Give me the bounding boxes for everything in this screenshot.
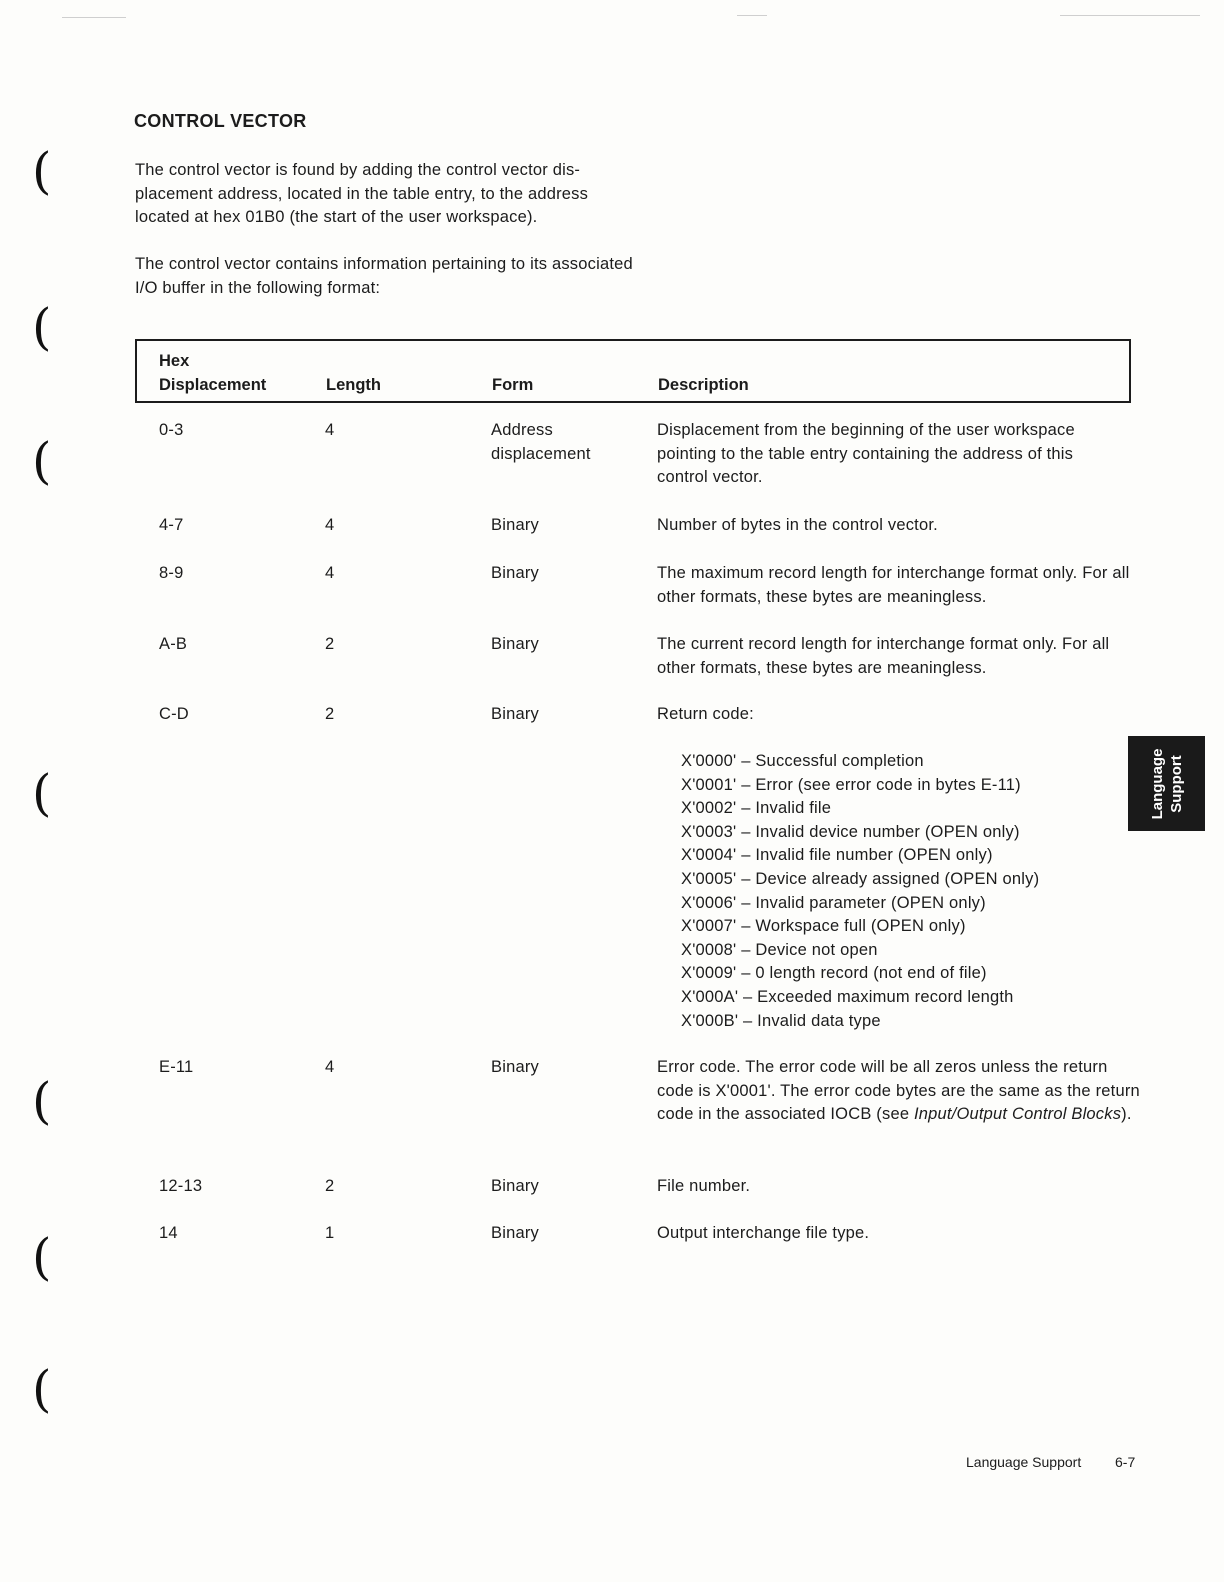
desc-text: Error code. The error code will be all zeros unless the return code is X'0001'. The error code bytes are the same as the return code in the associated IOCB (see <box>657 1058 1140 1124</box>
cell-form: Binary <box>491 1177 539 1195</box>
cell-form: Binary <box>491 1058 539 1076</box>
section-title: CONTROL VECTOR <box>134 111 307 131</box>
desc-text: ). <box>1121 1105 1132 1124</box>
return-code-item: X'0001' – Error (see error code in bytes E-11) <box>681 775 1021 794</box>
cell-length: 2 <box>325 705 335 723</box>
cell-form: Binary <box>491 516 539 534</box>
cell-hex: 0-3 <box>159 421 184 439</box>
scan-rule <box>62 17 126 18</box>
scan-rule <box>737 15 767 16</box>
return-code-item: X'000B' – Invalid data type <box>681 1011 881 1030</box>
cell-form: Binary <box>491 705 539 723</box>
cell-hex: 4-7 <box>159 516 184 534</box>
header-displacement: Displacement <box>159 376 267 394</box>
header-hex: Hex <box>159 352 190 370</box>
margin-mark: ( <box>32 1072 52 1130</box>
cell-length: 4 <box>325 421 335 439</box>
scan-rule <box>1060 15 1200 16</box>
cell-description: The current record length for interchange format only. For all other formats, these bytes are meaningless. <box>657 635 1110 677</box>
cell-hex: 14 <box>159 1224 178 1242</box>
cell-form: Binary <box>491 635 539 653</box>
return-code-list <box>681 750 1039 1033</box>
cell-length: 2 <box>325 1177 335 1195</box>
return-code-item: X'0007' – Workspace full (OPEN only) <box>681 917 966 936</box>
cell-form: Address displacement <box>491 421 591 463</box>
return-code-item: X'0008' – Device not open <box>681 940 878 959</box>
header-form: Form <box>492 376 534 394</box>
cell-length: 4 <box>325 564 335 582</box>
cell-description: Number of bytes in the control vector. <box>657 516 938 534</box>
return-code-item: X'000A' – Exceeded maximum record length <box>681 987 1014 1006</box>
return-code-item: X'0000' – Successful completion <box>681 752 924 770</box>
header-length: Length <box>326 376 381 394</box>
cell-form: Binary <box>491 1224 539 1242</box>
intro-paragraph: The control vector is found by adding the control vector dis- placement address, located in the table entry, to the address located at hex 01B0 (the start of the user workspace). <box>135 161 589 227</box>
cell-description: Displacement from the beginning of the user workspace pointing to the table entry containing the address of this control vector. <box>657 421 1075 487</box>
cell-hex: C-D <box>159 705 189 723</box>
cell-hex: 12-13 <box>159 1177 203 1195</box>
return-code-item: X'0005' – Device already assigned (OPEN only) <box>681 869 1040 888</box>
return-code-item: X'0006' – Invalid parameter (OPEN only) <box>681 893 986 912</box>
cell-length: 1 <box>325 1224 335 1242</box>
table-header <box>135 339 1131 403</box>
header-description: Description <box>658 376 749 394</box>
cell-length: 2 <box>325 635 335 653</box>
cell-description: Return code: <box>657 705 754 723</box>
side-tab <box>1128 736 1205 831</box>
return-code-item: X'0003' – Invalid device number (OPEN only) <box>681 822 1020 841</box>
cell-hex: E-11 <box>159 1058 194 1076</box>
side-tab-line: Support <box>1167 754 1185 813</box>
side-tab-line: Language <box>1148 748 1166 819</box>
footer-title: Language Support <box>966 1454 1082 1470</box>
cell-description <box>657 1056 1147 1127</box>
cell-form: Binary <box>491 564 539 582</box>
margin-mark: ( <box>32 1360 52 1418</box>
iocb-reference: Input/Output Control Blocks <box>913 1105 1122 1124</box>
format-paragraph: The control vector contains information pertaining to its associated I/O buffer in the following format: <box>135 255 633 297</box>
margin-mark: ( <box>32 1228 52 1286</box>
cell-description: File number. <box>657 1177 751 1195</box>
margin-mark: ( <box>32 432 52 490</box>
cell-description: Output interchange file type. <box>657 1224 870 1242</box>
cell-hex: A-B <box>159 635 188 653</box>
return-code-item: X'0009' – 0 length record (not end of file) <box>681 964 987 983</box>
return-code-item: X'0002' – Invalid file <box>681 799 832 818</box>
margin-mark: ( <box>32 298 52 356</box>
cell-hex: 8-9 <box>159 564 184 582</box>
return-code-item: X'0004' – Invalid file number (OPEN only) <box>681 846 993 865</box>
page-number: 6-7 <box>1115 1454 1136 1470</box>
cell-length: 4 <box>325 1058 335 1076</box>
side-tab-label <box>1148 748 1186 819</box>
cell-description: The maximum record length for interchange format only. For all other formats, these bytes are meaningless. <box>657 564 1130 606</box>
margin-mark: ( <box>32 142 52 200</box>
margin-mark: ( <box>32 764 52 822</box>
cell-length: 4 <box>325 516 335 534</box>
